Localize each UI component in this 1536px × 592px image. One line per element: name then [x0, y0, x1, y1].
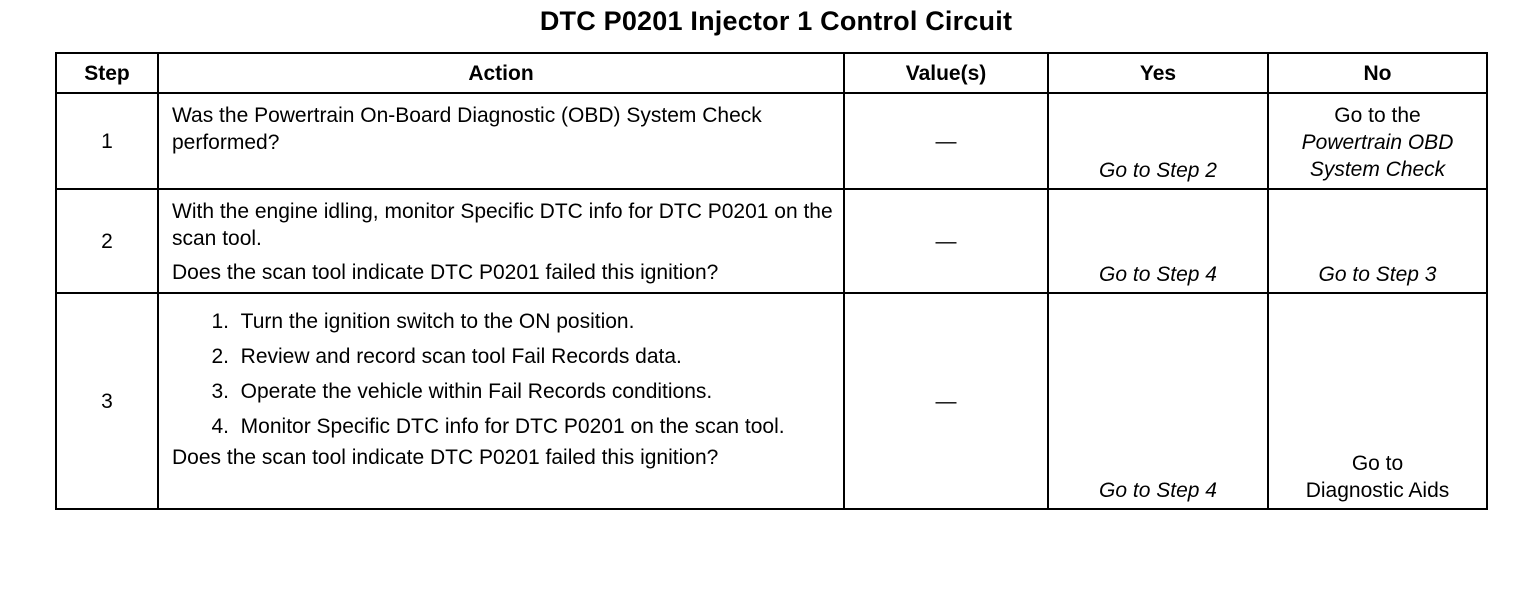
- value-dash: —: [935, 229, 957, 253]
- table-row: [56, 293, 1487, 509]
- no-text: Go to the: [1334, 104, 1421, 127]
- value-dash: —: [935, 389, 957, 413]
- page-title: DTC P0201 Injector 1 Control Circuit: [539, 6, 1013, 36]
- action-cell: [158, 189, 844, 293]
- yes-cell: Go to Step 4: [1048, 293, 1268, 509]
- yes-cell: Go to Step 4: [1048, 189, 1268, 293]
- no-cell: [1268, 93, 1487, 189]
- action-question: Does the scan tool indicate DTC P0201 failed this ignition?: [172, 261, 719, 284]
- value-cell: [844, 93, 1048, 189]
- no-text: Go to: [1351, 452, 1404, 475]
- header-yes: Yes: [1048, 53, 1268, 93]
- header-values: Value(s): [844, 53, 1048, 93]
- table-row: [56, 189, 1487, 293]
- step-number: 3: [56, 293, 158, 509]
- no-cell: [1268, 293, 1487, 509]
- value-cell: [844, 293, 1048, 509]
- action-question: Does the scan tool indicate DTC P0201 failed this ignition?: [172, 446, 719, 469]
- no-reference: Diagnostic Aids: [1305, 479, 1450, 502]
- list-item: 2. Review and record scan tool Fail Records data.: [211, 345, 682, 368]
- list-item: 4. Monitor Specific DTC info for DTC P0201 on the scan tool.: [211, 415, 785, 438]
- yes-cell: Go to Step 2: [1048, 93, 1268, 189]
- action-text: Was the Powertrain On-Board Diagnostic (OBD) System Check performed?: [172, 104, 762, 154]
- action-cell: [158, 293, 844, 509]
- table-row: [56, 93, 1487, 189]
- substep-list: [172, 308, 833, 440]
- header-row: [56, 53, 1487, 93]
- header-step: Step: [56, 53, 158, 93]
- step-number: 2: [56, 189, 158, 293]
- header-no: No: [1268, 53, 1487, 93]
- list-item: 3. Operate the vehicle within Fail Records conditions.: [211, 380, 713, 403]
- action-text: With the engine idling, monitor Specific DTC info for DTC P0201 on the scan tool.: [172, 200, 833, 250]
- step-number: 1: [56, 93, 158, 189]
- list-item: 1. Turn the ignition switch to the ON position.: [211, 310, 635, 333]
- no-cell: Go to Step 3: [1268, 189, 1487, 293]
- header-action: Action: [158, 53, 844, 93]
- diagnostic-table: [55, 52, 1488, 510]
- value-cell: [844, 189, 1048, 293]
- no-reference: Powertrain OBD System Check: [1301, 131, 1454, 181]
- action-cell: [158, 93, 844, 189]
- value-dash: —: [935, 129, 957, 153]
